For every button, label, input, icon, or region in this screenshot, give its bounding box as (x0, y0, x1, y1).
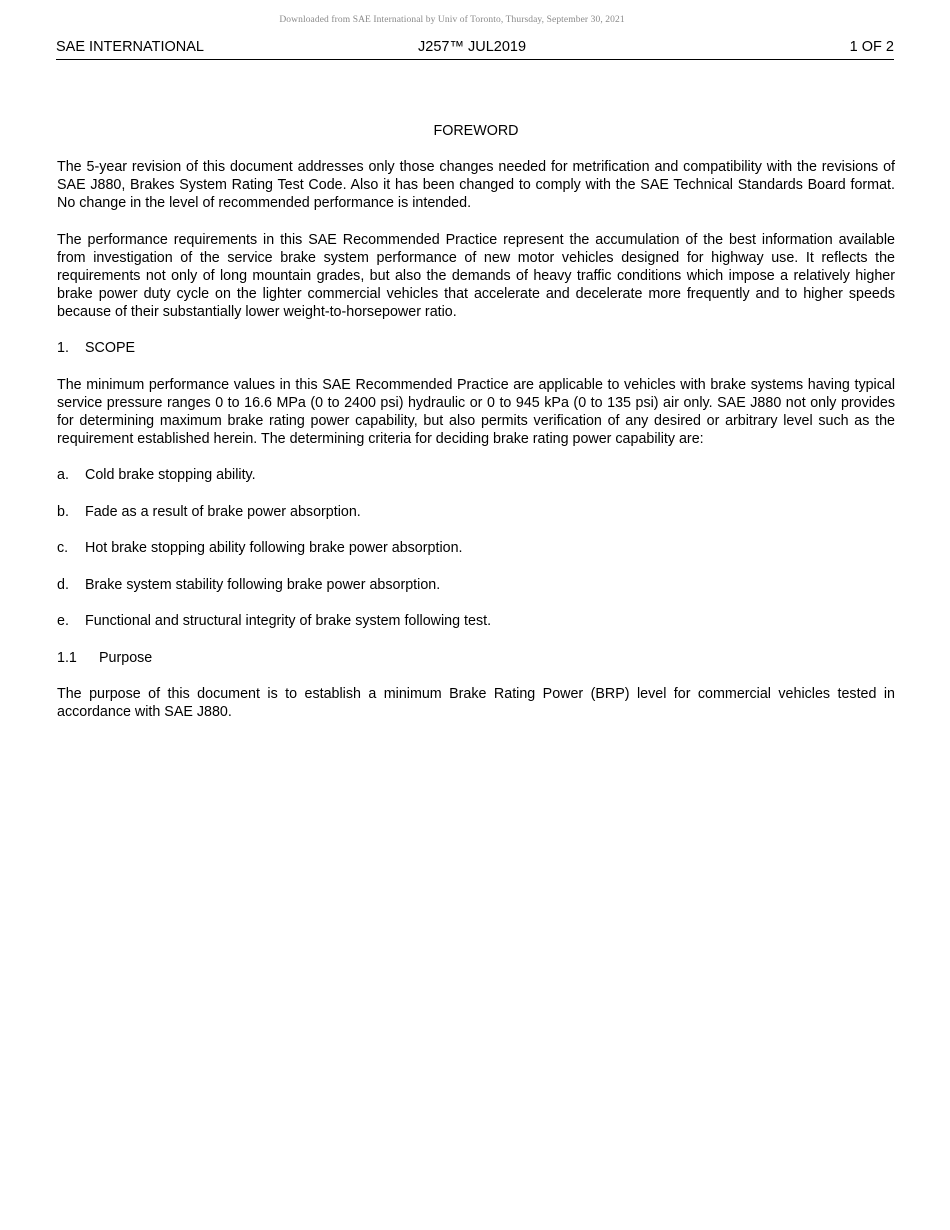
download-notice: Downloaded from SAE International by Univ of Toronto, Thursday, September 30, 2021 (279, 15, 625, 25)
purpose-title: Purpose (99, 649, 153, 666)
header-page-number: 1 OF 2 (849, 39, 894, 55)
criteria-text: Functional and structural integrity of brake system following test. (85, 613, 492, 629)
scope-heading (57, 339, 895, 357)
criteria-item (57, 466, 895, 484)
foreword-paragraph-1: The 5-year revision of this document addresses only those changes needed for metrification and compatibility with the revisions of SAE J880, Brakes System Rating Test Code. Also it has been changed to comply with the SAE Technical Standards Board format. No change in the level of recommended performance is intended. (57, 159, 895, 211)
criteria-marker: c. (57, 540, 69, 556)
foreword-title: FOREWORD (433, 123, 519, 139)
scope-number: 1. (57, 340, 69, 356)
criteria-marker: b. (57, 503, 69, 520)
criteria-text: Cold brake stopping ability. (85, 467, 256, 483)
criteria-item (57, 612, 895, 630)
purpose-number: 1.1 (57, 649, 77, 666)
page-header (56, 39, 894, 60)
document-body (57, 122, 895, 740)
criteria-text: Brake system stability following brake power absorption. (85, 576, 441, 593)
criteria-text: Hot brake stopping ability following brake power absorption. (85, 540, 463, 556)
scope-title: SCOPE (85, 340, 136, 356)
header-publisher: SAE INTERNATIONAL (56, 39, 204, 55)
foreword-paragraph-2: The performance requirements in this SAE Recommended Practice represent the accumulation of the best information available from investigation of the service brake system performance of new motor vehicles designed for highway use. It reflects the requirements not only of long mountain grades, but also the demands of heavy traffic conditions which impose a relatively higher brake power duty cycle on the lighter commercial vehicles that accelerate and decelerate more frequently and to higher speeds because of their substantially lower weight-to-horsepower ratio. (57, 231, 895, 320)
scope-paragraph: The minimum performance values in this SAE Recommended Practice are applicable to vehicles with brake systems having typical service pressure ranges 0 to 16.6 MPa (0 to 2400 psi) hydraulic or 0 to 945 kPa (0 to 135 psi) air only. SAE J880 not only provides for determining maximum brake rating power capability, but also permits verification of any desired or arbitrary level such as the requirement established herein. The determining criteria for deciding brake rating power capability are: (57, 376, 895, 447)
criteria-marker: d. (57, 576, 69, 593)
criteria-marker: a. (57, 467, 69, 483)
purpose-paragraph: The purpose of this document is to establish a minimum Brake Rating Power (BRP) level for commercial vehicles tested in accordance with SAE J880. (57, 686, 895, 720)
criteria-item (57, 576, 895, 594)
criteria-text: Fade as a result of brake power absorption. (85, 503, 361, 520)
criteria-item (57, 539, 895, 557)
criteria-marker: e. (57, 613, 69, 629)
purpose-heading (57, 649, 895, 667)
header-document-id: J257™ JUL2019 (418, 39, 527, 55)
criteria-item (57, 503, 895, 521)
